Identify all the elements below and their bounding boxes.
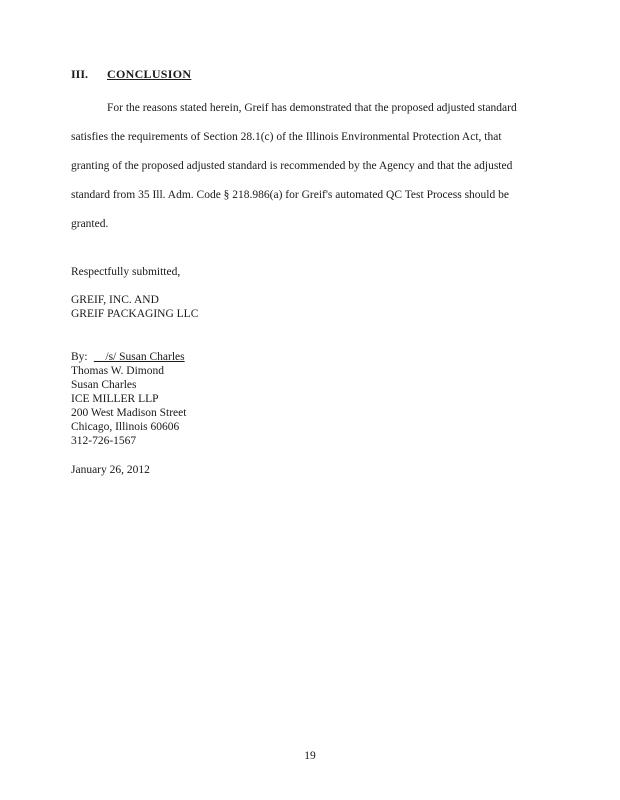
paragraph-line: For the reasons stated herein, Greif has demonstrated that the proposed adjusted standard [107,102,517,114]
contact-line: 312-726-1567 [71,435,137,447]
closing-text: Respectfully submitted, [71,266,181,278]
section-title: CONCLUSION [107,67,192,81]
company-line: GREIF PACKAGING LLC [71,308,199,320]
contact-line: Thomas W. Dimond [71,365,164,377]
contact-line: Susan Charles [71,379,137,391]
contact-line: 200 West Madison Street [71,407,187,419]
conclusion-paragraph [71,94,541,239]
filing-date [71,463,150,477]
section-heading [71,67,191,82]
paragraph-line: granted. [71,218,109,230]
signature-name: __/s/ Susan Charles [93,351,185,363]
signature-label: By: [71,351,88,363]
signature-block [71,350,186,448]
section-number: III. [71,67,89,81]
date-text: January 26, 2012 [71,464,150,476]
paragraph-line: standard from 35 Ill. Adm. Code § 218.986(a) for Greif's automated QC Test Process should be [71,189,509,201]
paragraph-line: satisfies the requirements of Section 28.1(c) of the Illinois Environmental Protection Act, that [71,131,502,143]
signature-line [71,350,186,364]
contact-line: Chicago, Illinois 60606 [71,421,180,433]
page-number: 19 [304,750,316,762]
contact-line: ICE MILLER LLP [71,393,159,405]
paragraph-line: granting of the proposed adjusted standard is recommended by the Agency and that the adjusted [71,160,513,172]
closing-salutation [71,265,180,279]
company-line: GREIF, INC. AND [71,294,159,306]
company-block [71,293,198,321]
